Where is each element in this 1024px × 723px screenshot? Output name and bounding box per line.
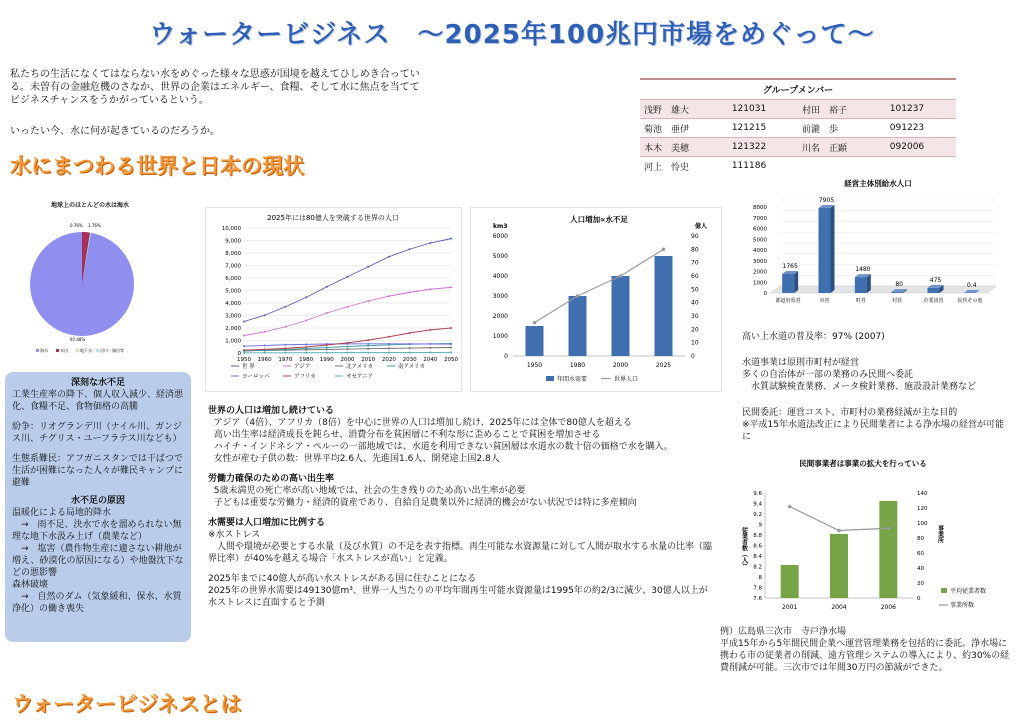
data-label: 7905 [818, 197, 835, 205]
data-point [326, 349, 328, 351]
bar [891, 292, 903, 293]
data-point [887, 526, 891, 530]
y-tick-label: 7,000 [225, 263, 241, 270]
mid-heading: 水需要は人口増加に比例する [208, 518, 326, 528]
legend-label: オセアニア [346, 374, 374, 380]
data-point [388, 347, 390, 349]
mid-text: 2025年までに40億人が高い水ストレスがある国に住むことになる 2025年の世界水需要は49130億m³、世界一人当たりの平均年間再生可能水資源量は1995年の約2/3に減少、30億人以上が水ストレスに直面すると予測 [208, 574, 708, 608]
card-text: 工業生産率の降下、個人収入減少、経済悪化、食糧不足、食物価格の高騰 [12, 390, 184, 412]
members-header: グループメンバー [640, 79, 956, 100]
x-tick-label: 1980 [299, 357, 314, 363]
bar [928, 288, 940, 293]
y-unit-left: km3 [493, 223, 508, 230]
data-point [388, 343, 390, 345]
y-tick-label: 4,000 [225, 301, 241, 307]
y-tick-label: 6000 [492, 233, 508, 240]
pie-chart-title: 地球上のほとんどの水は海水 [50, 202, 129, 209]
data-point [429, 347, 431, 349]
data-label: 1480 [855, 266, 871, 274]
data-point [326, 352, 328, 354]
data-point [284, 352, 286, 354]
pie-chart [30, 209, 150, 359]
bar [782, 274, 794, 293]
data-point [619, 274, 623, 278]
legend-label: 北アメリカ [346, 364, 374, 370]
data-point [264, 345, 266, 347]
water-demand-chart [471, 208, 721, 391]
x-tick-label: 企業団営 [923, 298, 944, 304]
bar [781, 565, 799, 598]
x-tick-label: 1970 [278, 357, 293, 363]
data-point [450, 343, 452, 345]
y-tick-label: 8 [758, 575, 762, 581]
legend-label: 南アメリカ [398, 364, 426, 370]
y-tick-label: 8.2 [753, 564, 762, 571]
card-text: 生態系難民：アフガニスタンでは干ばつで生活が困難になった人々が難民キャンプに避難 [12, 454, 184, 488]
svg-text:氷河: 氷河 [60, 348, 68, 353]
x-tick-label: 2000 [340, 357, 355, 363]
x-tick-label: 2040 [423, 357, 438, 363]
pie-label-3: 97.48% [70, 337, 86, 342]
x-tick-label: 2000 [612, 362, 629, 369]
y-tick-label: 5000 [753, 237, 767, 244]
y-tick-label: 8000 [753, 205, 767, 211]
x-tick-label: 都道府県営 [775, 298, 801, 304]
y-tick-label: 9 [758, 522, 762, 529]
chart-title: 民間事業者は事業の拡大を行っている [799, 459, 927, 468]
data-point [264, 331, 266, 333]
x-tick-label: 町営 [855, 298, 866, 304]
intro-question: いったい今、水に何が起きているのだろうか。 [10, 126, 220, 137]
y-tick-label: 2000 [753, 269, 767, 276]
y2-tick-label: 100 [917, 521, 928, 527]
member-row: 本木 美穂 121322 川名 正顕 092006 [640, 138, 956, 157]
y-tick-label: 8.4 [753, 554, 762, 560]
x-tick-label: 2050 [444, 357, 458, 363]
y-tick-label: 7.8 [753, 585, 762, 592]
data-point [367, 343, 369, 345]
mid-text: アジア（4倍）、アフリカ（8倍）を中心に世界の人口は増加し続け、2025年には全体で80億人を超える 高い出生率は経済成長を鈍らせ、消費分布を貧困層に不利な形に歪めることで貧困を増加させる ハイチ・インドネシア・ペルーの一部地域では、水道を利用できない貧困層は水道水の数十倍の価格で水を購入。 女性が産む子供の数：世界平均2.6人、先進国1.6人、開発途上国2.8人 [213, 418, 673, 464]
data-point [305, 343, 307, 345]
y-tick-label: 9,000 [225, 238, 241, 245]
data-point [326, 347, 328, 349]
series-line [244, 239, 451, 322]
member-row: 浅野 雄大 121031 村田 裕子 101237 [640, 100, 956, 119]
data-point [388, 295, 390, 297]
y2-tick-label: 40 [691, 299, 699, 307]
x-tick-label: 2020 [381, 357, 396, 363]
data-point [409, 332, 411, 334]
data-label: 0.4 [967, 281, 977, 289]
data-label: 80 [895, 281, 903, 289]
intro-text: 私たちの生活になくてはならない水をめぐった様々な思惑が国境を越えてひしめき合っている。未曽有の金融危機のさなか、世界の企業はエネルギー、食糧、そして水に焦点を当ててビジネスチャンスをうかがっているという。 [10, 69, 420, 106]
pie-legend [36, 347, 124, 353]
members-table [640, 78, 956, 175]
population-line-chart [206, 208, 461, 391]
x-tick-label: 1990 [319, 357, 334, 363]
y2-tick-label: 120 [917, 506, 928, 512]
data-point [576, 294, 580, 298]
y2-tick-label: 20 [691, 326, 699, 334]
population-line [535, 249, 664, 322]
y-tick-label: 8,000 [225, 251, 241, 257]
data-point [429, 351, 431, 353]
y-tick-label: 6000 [753, 226, 767, 233]
mid-text: 5歳未満児の死亡率が高い地域では、社会の生き残りのため高い出生率が必要 子どもは重要な労働力・経済的資産であり、自給自足農業以外に経済的機会がない状況では特に多産傾向 [213, 486, 637, 508]
supply-rate-text: 高い上水道の普及率：97% (2007) [742, 332, 885, 342]
private-enterprise-chart-panel [735, 455, 1005, 620]
data-point [662, 248, 666, 252]
bar-side [831, 205, 835, 293]
data-point [347, 352, 349, 354]
svg-text:海水: 海水 [40, 348, 48, 353]
x-tick-label: 2001 [782, 604, 798, 611]
section-heading-current-state: 水にまつわる世界と日本の現状 [10, 154, 304, 178]
data-point [243, 352, 245, 354]
y2-tick-label: 80 [917, 536, 924, 542]
legend-label: アフリカ [294, 374, 316, 380]
data-point [347, 342, 349, 344]
card-text: 紛争：リオグランデ川（ナイル川、ガンジス川、チグリス・ユーフラテス川なども） [12, 422, 182, 444]
data-point [409, 351, 411, 353]
chart-floor [770, 286, 996, 293]
chart-title: 人口増加∝水不足 [570, 215, 628, 224]
data-label: 1765 [782, 263, 798, 271]
y-tick-label: 9.2 [753, 512, 762, 518]
x-tick-label: 2030 [402, 357, 417, 363]
card-heading-shortage: 深刻な水不足 [70, 378, 125, 388]
data-point [409, 248, 411, 250]
y2-tick-label: 20 [917, 581, 924, 587]
data-point [243, 335, 245, 337]
x-tick-label: 2006 [880, 604, 896, 611]
bar [526, 326, 544, 356]
bar-side [794, 271, 798, 293]
data-point [450, 327, 452, 329]
x-tick-label: 民営その他 [957, 298, 983, 304]
pie-label-1: 0.76% [70, 223, 83, 228]
bar [855, 277, 867, 293]
y-tick-label: 3000 [753, 258, 767, 265]
operation-text: 水道事業は原則市町村が経営 多くの自治体が一部の業務のみ民間へ委託 水質試験検査業務、メータ検針業務、施設設計業務など [742, 358, 977, 392]
y-tick-label: 5000 [492, 253, 508, 260]
data-point [347, 306, 349, 308]
y-tick-label: 3000 [492, 293, 508, 300]
data-point [305, 346, 307, 348]
data-point [367, 339, 369, 341]
x-tick-label: 1950 [237, 357, 251, 363]
y-tick-label: 8.8 [753, 533, 762, 539]
data-point [429, 242, 431, 244]
data-point [367, 348, 369, 350]
data-point [388, 352, 390, 354]
data-point [243, 321, 245, 323]
x-tick-label: 2025 [655, 362, 672, 369]
bar [612, 276, 630, 356]
y-tick-label: 7.6 [753, 596, 762, 602]
data-point [367, 352, 369, 354]
bar-side [867, 274, 871, 293]
y-tick-label: 2,000 [225, 326, 241, 332]
y-tick-label: 0 [237, 351, 241, 357]
data-point [788, 505, 792, 509]
y-tick-label: 4000 [492, 273, 508, 280]
y-tick-label: 7000 [753, 215, 767, 222]
y-tick-label: 1000 [753, 280, 767, 287]
member-row: 菊池 亜伊 121215 前瀧 歩 091223 [640, 119, 956, 138]
y2-tick-label: 70 [691, 259, 699, 267]
office-count-line [790, 507, 889, 531]
data-point [264, 352, 266, 354]
x-tick-label: 1960 [257, 357, 272, 363]
data-point [429, 343, 431, 345]
svg-text:河川・湖沼等: 河川・湖沼等 [100, 348, 124, 353]
y2-tick-label: 80 [691, 246, 699, 254]
bar [830, 534, 848, 598]
supply-population-chart [740, 175, 1000, 315]
x-tick-label: 1980 [569, 362, 586, 369]
y-unit-right: 億人 [695, 223, 708, 230]
data-point [326, 286, 328, 288]
data-point [450, 286, 452, 288]
data-point [326, 312, 328, 314]
data-point [367, 300, 369, 302]
data-point [388, 256, 390, 258]
outsourcing-text: 民間委託：運営コスト、市町村の業務経減が主な目的 ※平成15年水道法改正により民間業者による浄水場の経営が可能に [742, 408, 1004, 442]
pie-chart-panel [30, 200, 150, 360]
data-point [347, 348, 349, 350]
y2-tick-label: 90 [691, 233, 699, 240]
bar [819, 208, 831, 293]
y-tick-label: 3,000 [225, 313, 241, 320]
legend-label: 世 界 [242, 364, 255, 370]
mid-text: ※水ストレス 人間や環境が必要とする水量（及び水質）の不足を表す指標。再生可能な水資源量に対して人間が取水する水量の比率（臨界比率）が40%を越える場合「水ストレスが高い」と定義。 [208, 530, 713, 564]
private-enterprise-chart [735, 455, 1005, 620]
mid-heading: 労働力確保のための高い出生率 [208, 474, 335, 484]
y2-tick-label: 60 [691, 273, 699, 280]
y-axis-label: 従業者数（人） [740, 527, 748, 569]
y-tick-label: 0 [504, 353, 508, 360]
section-heading-water-business: ウォータービジネスとは [12, 692, 242, 716]
y2-tick-label: 50 [691, 286, 699, 294]
data-point [409, 291, 411, 293]
data-point [284, 326, 286, 328]
x-tick-label: 2004 [831, 604, 847, 611]
data-label: 475 [929, 276, 942, 284]
bar [569, 296, 587, 356]
data-point [243, 349, 245, 351]
y2-tick-label: 0 [691, 353, 695, 360]
example-text: 例）広島県三次市 寺戸浄水場 平成15年から5年間民間企業へ運営管理業務を包括的に委託。浄水場に携わる市の従業者の削減、遠方管理システムの導入により、約30%の経費削減が可能。三次市では年間30万円の節減ができた。 [720, 627, 1010, 673]
y2-tick-label: 140 [917, 491, 928, 497]
water-shortage-card [5, 372, 191, 642]
x-tick-label: 市営 [819, 298, 830, 304]
svg-text:地下水: 地下水 [80, 348, 92, 353]
y-tick-label: 4000 [753, 248, 767, 254]
population-chart-panel [205, 207, 462, 392]
data-point [409, 343, 411, 345]
y2-tick-label: 30 [691, 313, 699, 320]
y2-tick-label: 0 [917, 596, 921, 602]
water-demand-chart-panel [470, 207, 722, 392]
y-tick-label: 2000 [492, 313, 508, 320]
legend-swatch [941, 588, 947, 593]
chart-title: 経営主体別給水人口 [844, 179, 912, 188]
y2-tick-label: 40 [917, 566, 924, 572]
data-point [388, 336, 390, 338]
data-point [305, 296, 307, 298]
legend-label: ヨーロッパ [242, 374, 270, 380]
data-point [533, 321, 537, 325]
middle-text-block [208, 405, 713, 609]
supply-population-chart-panel [740, 175, 1000, 315]
y-tick-label: 10,000 [221, 226, 241, 232]
chart-title: 2025年には80億人を突破する世界の人口 [267, 214, 399, 222]
y-tick-label: 1000 [492, 333, 508, 340]
x-tick-label: 1950 [526, 362, 543, 369]
data-point [326, 344, 328, 346]
data-point [264, 314, 266, 316]
data-point [837, 529, 841, 533]
legend-label: 事業所数 [950, 602, 975, 609]
data-point [347, 276, 349, 278]
mid-heading: 世界の人口は増加し続けている [208, 406, 335, 416]
bar [879, 501, 897, 598]
data-point [284, 344, 286, 346]
legend-label: 平均従業者数 [950, 588, 987, 595]
y-tick-label: 1,000 [225, 338, 241, 345]
page-title: ウォータービジネス ～2025年100兆円市場をめぐって～ [149, 20, 875, 50]
data-point [284, 306, 286, 308]
data-point [450, 238, 452, 240]
y-tick-label: 5,000 [225, 288, 241, 295]
member-row: 河上 怜史 111186 [640, 157, 956, 176]
y-tick-label: 6,000 [225, 276, 241, 282]
data-point [305, 320, 307, 322]
y-tick-label: 0 [763, 291, 767, 297]
data-point [305, 352, 307, 354]
y2-tick-label: 60 [917, 551, 924, 557]
x-tick-label: 村営 [892, 298, 903, 304]
legend-label: アジア [294, 364, 311, 370]
card-text: 温暖化による局地的降水 → 雨不足、決水で水を溜められない無理な地下水汲み上げ（農業など） → 塩害（農作物生産に適さない耕地が増え、砂漠化の原因になる）や地盤沈下などの悪影響 森林破壊 → 自然のダム（気象緩和、保水、水質浄化）の働き喪失 [12, 508, 184, 614]
bar [655, 256, 673, 356]
y-tick-label: 8.6 [753, 543, 762, 550]
card-heading-cause: 水不足の原因 [70, 496, 125, 506]
y-tick-label: 9.6 [753, 491, 762, 497]
data-point [429, 329, 431, 331]
y2-axis-label: 事業所 [936, 525, 944, 543]
y-tick-label: 9.4 [753, 501, 762, 508]
legend-label: 年間水需要 [557, 376, 588, 383]
data-point [429, 288, 431, 290]
data-point [367, 266, 369, 268]
legend-swatch [546, 376, 554, 381]
data-point [367, 345, 369, 347]
pie-label-2: 1.76% [88, 223, 101, 228]
data-point [264, 348, 266, 350]
data-point [347, 346, 349, 348]
x-tick-label: 2010 [361, 357, 376, 363]
data-point [450, 351, 452, 353]
data-point [450, 347, 452, 349]
data-point [243, 345, 245, 347]
y2-tick-label: 10 [691, 339, 699, 347]
data-point [284, 347, 286, 349]
legend-label: 世界人口 [614, 376, 639, 383]
data-point [409, 347, 411, 349]
